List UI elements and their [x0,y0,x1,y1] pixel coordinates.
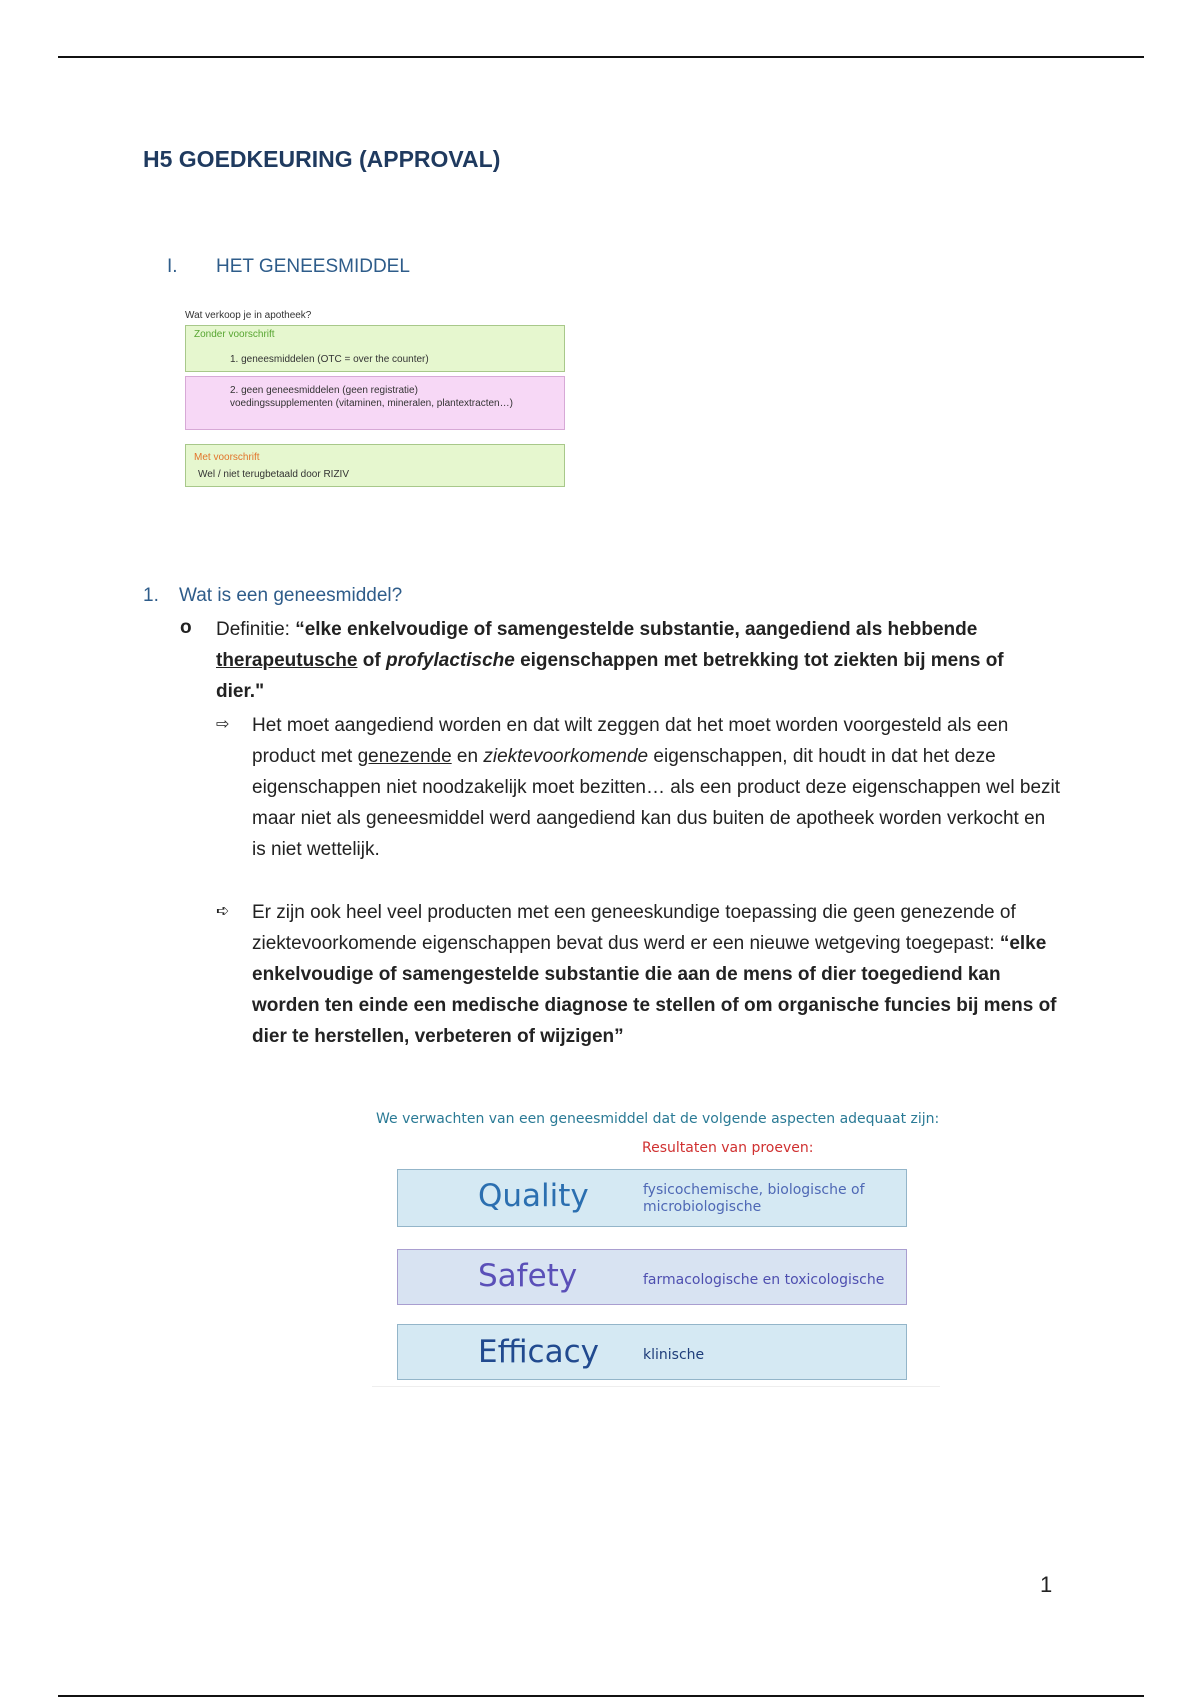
arrow1-paragraph [252,710,1062,865]
qse-intro: We verwachten van een geneesmiddel dat de volgende aspecten adequaat zijn: [376,1111,940,1127]
quality-box [397,1169,907,1227]
without-prescription-label: Zonder voorschrift [194,329,275,340]
preventive-term: ziektevoorkomende [483,746,649,767]
figure-baseline [372,1386,940,1387]
new-definition-quote: “elke enkelvoudige of samengestelde substantie die aan de mens of dier toegediend kan worden ten einde een medische diagnose te stellen of om organische funcies bij mens of dier te herstellen, verbeteren of wijzigen” [252,933,1057,1047]
quality-desc-line1: fysicochemische, biologische of [643,1182,865,1198]
quality-title: Quality [478,1178,589,1214]
prophylactic-term: profylactische [385,650,515,671]
arrow1-text3: eigenschappen, dit houdt in dat het deze eigenschappen niet noodzakelijk moet bezitten… als een product deze eigenschappen wel bezit maar niet als geneesmiddel werd aangediend kan dus buiten de apotheek worden verkocht en is niet wettelijk. [252,746,1061,860]
quality-desc-line2: microbiologische [643,1199,762,1215]
definition-paragraph [216,614,1016,707]
pharmacy-question: Wat verkoop je in apotheek? [185,310,312,321]
definition-lead: Definitie: [216,619,296,640]
pharmacy-figure [185,310,565,491]
results-label: Resultaten van proeven: [642,1140,814,1156]
definition-quote-end: eigenschappen met betrekking tot ziekten bij mens of dier." [216,650,1004,702]
page-number: 1 [1040,1572,1053,1597]
arrow-icon: ⇨ [216,716,230,733]
efficacy-desc: klinische [643,1347,705,1363]
safety-title: Safety [478,1258,578,1294]
with-prescription-label: Met voorschrift [194,452,260,463]
bullet-marker: o [180,617,192,638]
section-number: I. [167,256,178,277]
arrow2-paragraph [252,897,1062,1052]
definition-or: of [357,650,386,671]
healing-term: genezende [357,746,452,767]
subsection-heading [143,585,402,607]
bottom-rule [58,1695,1144,1697]
arrow-icon: ➪ [216,903,230,920]
arrow2-text: Er zijn ook heel veel producten met een geneeskundige toepassing die geen genezende of ziektevoorkomende eigenschappen bevat dus werd er een nieuwe wetgeving toegepast: [252,902,1016,954]
qse-figure [372,1108,940,1388]
safety-desc: farmacologische en toxicologische [643,1272,885,1288]
top-rule [58,56,1144,58]
definition-quote-start: “elke enkelvoudige of samengestelde substantie, aangediend als hebbende [295,619,978,640]
non-medicine-box [185,376,565,430]
non-medicine-line2: voedingssupplementen (vitaminen, mineralen, plantextracten…) [230,398,513,409]
without-prescription-box [185,325,565,372]
with-prescription-box [185,444,565,487]
otc-item: 1. geneesmiddelen (OTC = over the counter) [230,354,429,365]
section-heading [167,256,410,278]
safety-box [397,1249,907,1305]
subsection-number: 1. [143,585,159,606]
therapeutic-term: therapeutusche [216,650,358,671]
reimbursement-line: Wel / niet terugbetaald door RIZIV [198,469,350,480]
efficacy-box [397,1324,907,1380]
quality-desc [643,1182,865,1216]
arrow1-text1: Het moet aangediend worden en dat wilt zeggen dat het moet worden voorgesteld als een product met [252,715,1009,767]
non-medicine-line1: 2. geen geneesmiddelen (geen registratie) [230,385,418,396]
section-title: HET GENEESMIDDEL [216,256,410,277]
arrow1-text2: en [451,746,484,767]
subsection-title: Wat is een geneesmiddel? [179,585,403,606]
chapter-heading: H5 GOEDKEURING (APPROVAL) [143,146,501,172]
efficacy-title: Efficacy [478,1334,599,1370]
